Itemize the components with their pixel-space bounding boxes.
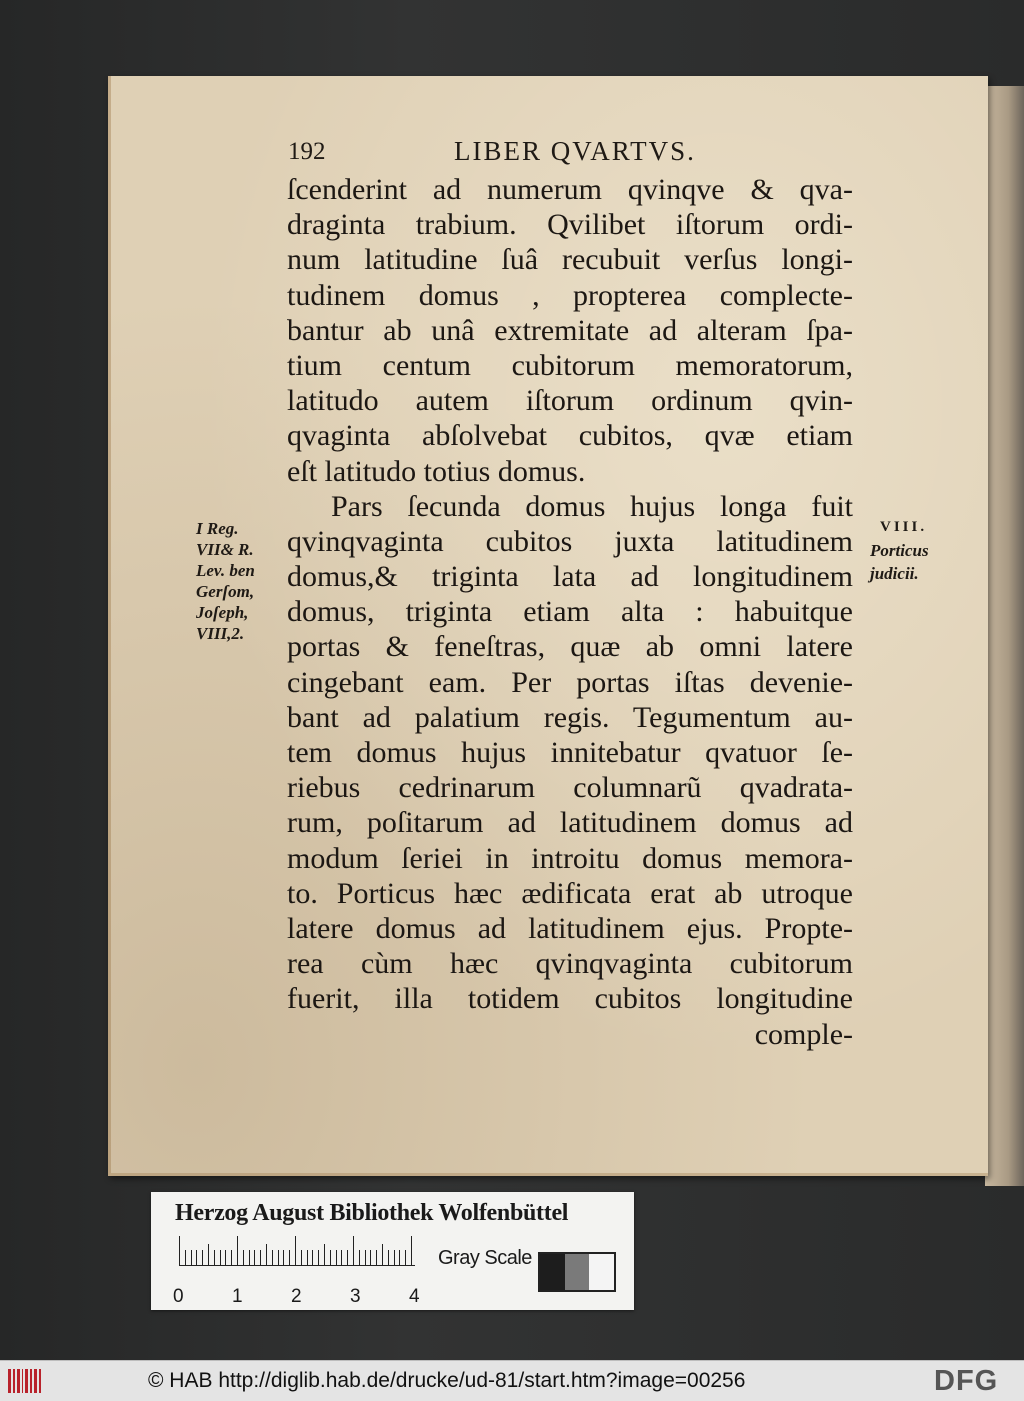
text-line: to. Porticus hæc ædificata erat ab utroque — [287, 876, 853, 910]
logo-bar — [25, 1369, 28, 1393]
text-line: portas & feneſtras, quæ ab omni latere — [287, 630, 853, 664]
text-line: cingebant eam. Per portas iſtas devenie- — [287, 665, 853, 699]
ruler-tick — [278, 1250, 279, 1266]
text-line: eſt latitudo totius domus. — [287, 454, 586, 488]
text-line: latitudo autem iſtorum ordinum qvin- — [287, 384, 853, 418]
margin-note-line: Gerſom, — [196, 582, 255, 601]
ruler-tick — [301, 1250, 302, 1266]
ruler-tick — [405, 1250, 406, 1266]
ruler-tick — [370, 1250, 371, 1266]
scale-number: 1 — [232, 1286, 243, 1307]
ruler-tick — [382, 1244, 383, 1266]
margin-heading-line: judicii. — [870, 564, 919, 583]
text-line: tium centum cubitorum memoratorum, — [287, 348, 853, 382]
text-line: bantur ab unâ extremitate ad alteram ſpa- — [287, 313, 853, 347]
ruler-tick — [196, 1250, 197, 1266]
text-line: num latitudine ſuâ recubuit verſus longi- — [287, 243, 853, 277]
ruler-tick — [411, 1236, 412, 1266]
page-header — [288, 136, 848, 172]
page-number: 192 — [288, 138, 326, 165]
ruler-tick — [307, 1250, 308, 1266]
logo-bar — [8, 1369, 11, 1393]
text-line: riebus cedrinarum columnarũ qvadrata- — [287, 771, 853, 805]
color-target-card — [151, 1192, 634, 1310]
ruler-tick — [179, 1236, 180, 1266]
ruler-tick — [202, 1250, 203, 1266]
ruler-tick — [399, 1250, 400, 1266]
text-line: qvinqvaginta cubitos juxta latitudinem — [287, 524, 853, 558]
gray-patch — [589, 1254, 614, 1290]
logo-bar — [13, 1369, 15, 1393]
ruler-tick — [394, 1250, 395, 1266]
catchword: comple- — [754, 1017, 853, 1051]
scale-number: 3 — [350, 1286, 361, 1307]
ruler-tick — [365, 1250, 366, 1266]
margin-note-line: VIII,2. — [196, 624, 245, 643]
running-head: LIBER QVARTVS. — [454, 136, 696, 166]
gray-patch — [540, 1254, 565, 1290]
text-line: tem domus hujus innitebatur qvatuor ſe- — [287, 736, 853, 769]
text-line: modum ſeriei in introitu domus memora- — [287, 841, 853, 875]
gray-patch — [565, 1254, 590, 1290]
marginal-reference-left — [196, 518, 286, 644]
ruler-tick — [336, 1250, 337, 1266]
ruler-tick — [295, 1236, 296, 1266]
ruler-tick — [231, 1250, 232, 1266]
marginal-heading-right — [866, 516, 976, 585]
ruler-tick — [330, 1250, 331, 1266]
hab-barcode-logo-icon[interactable] — [8, 1369, 44, 1393]
ruler-tick — [272, 1250, 273, 1266]
text-line: rum, poſitarum ad latitudinem domus ad — [287, 806, 853, 840]
text-line: domus, triginta etiam alta : habuitque — [287, 595, 853, 629]
text-line: rea cùm hæc qvinqvaginta cubitorum — [287, 947, 853, 981]
logo-bar — [39, 1369, 41, 1393]
text-line: Pars ſecunda domus hujus longa fuit — [331, 489, 853, 523]
ruler-tick — [376, 1250, 377, 1266]
text-line: fuerit, illa totidem cubitos longitudine — [287, 982, 853, 1016]
scale-number: 0 — [173, 1286, 184, 1307]
text-line: qvaginta abſolvebat cubitos, qvæ etiam — [287, 419, 853, 453]
page-body-text — [287, 172, 853, 1052]
text-line: bant ad palatium regis. Tegumentum au- — [287, 700, 853, 734]
margin-note-line: I Reg. — [196, 519, 239, 538]
ruler-tick — [243, 1250, 244, 1266]
ruler-tick — [208, 1244, 209, 1266]
ruler-tick — [237, 1236, 238, 1266]
gray-scale-label: Gray Scale — [438, 1247, 532, 1269]
ruler-tick — [353, 1236, 354, 1266]
scale-ruler — [179, 1244, 419, 1280]
logo-bar — [34, 1369, 37, 1393]
ruler-tick — [283, 1250, 284, 1266]
scale-number: 4 — [409, 1286, 420, 1307]
ruler-tick — [289, 1250, 290, 1266]
ruler-tick — [266, 1244, 267, 1266]
ruler-tick — [359, 1250, 360, 1266]
dfg-logo[interactable]: DFG — [934, 1365, 999, 1397]
ruler-tick — [347, 1250, 348, 1266]
ruler-tick — [324, 1244, 325, 1266]
library-name: Herzog August Bibliothek Wolfenbüttel — [175, 1200, 569, 1226]
ruler-tick — [341, 1250, 342, 1266]
text-line: ſcenderint ad numerum qvinqve & qva- — [287, 173, 853, 206]
margin-note-line: Joſeph, — [196, 603, 249, 622]
logo-bar — [22, 1369, 23, 1393]
text-line: tudinem domus , propterea complecte- — [287, 278, 853, 312]
ruler-tick — [214, 1250, 215, 1266]
margin-heading-line: Porticus — [870, 541, 929, 560]
gray-scale-patches — [538, 1252, 616, 1292]
copyright-url[interactable]: © HAB http://diglib.hab.de/drucke/ud-81/start.htm?image=00256 — [148, 1369, 746, 1392]
ruler-tick — [220, 1250, 221, 1266]
ruler-tick — [318, 1250, 319, 1266]
ruler-tick — [312, 1250, 313, 1266]
ruler-tick — [225, 1250, 226, 1266]
viewer-footer — [0, 1360, 1024, 1401]
ruler-tick — [388, 1250, 389, 1266]
ruler-tick — [185, 1250, 186, 1266]
logo-bar — [30, 1369, 32, 1393]
adjacent-page-edge — [985, 86, 1024, 1186]
ruler-tick — [254, 1250, 255, 1266]
ruler-tick — [260, 1250, 261, 1266]
logo-bar — [17, 1369, 20, 1393]
text-line: domus,& triginta lata ad longitudinem — [287, 560, 853, 594]
section-number: VIII. — [880, 519, 928, 535]
ruler-tick — [249, 1250, 250, 1266]
ruler-tick — [191, 1250, 192, 1266]
text-line: latere domus ad latitudinem ejus. Propte- — [287, 911, 853, 945]
text-line: draginta trabium. Qvilibet iſtorum ordi- — [287, 208, 853, 242]
margin-note-line: Lev. ben — [196, 561, 255, 580]
scale-number: 2 — [291, 1286, 302, 1307]
margin-note-line: VII& R. — [196, 540, 254, 559]
